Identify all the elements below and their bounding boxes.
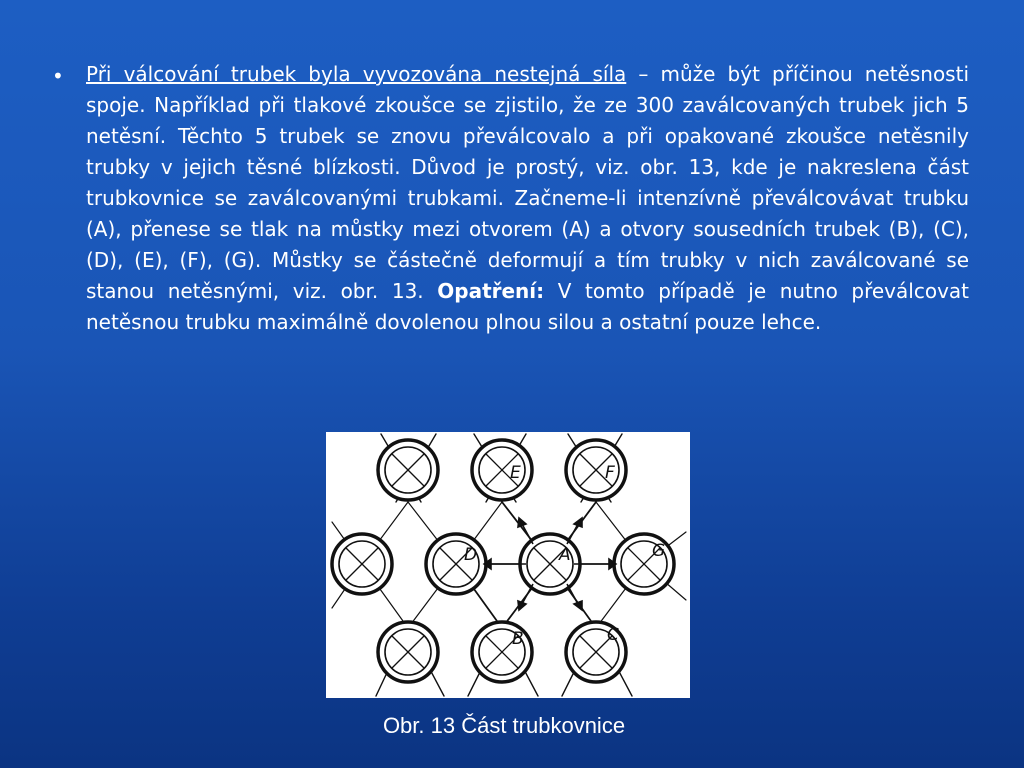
- paragraph-heading: Při válcování trubek byla vyvozována nestejná síla: [86, 62, 627, 86]
- figure-caption: Obr. 13 Část trubkovnice: [382, 713, 626, 738]
- arrow-line: [567, 524, 578, 544]
- arrow-head: [574, 601, 582, 610]
- tube: [378, 622, 438, 682]
- arrow-line: [522, 524, 533, 544]
- tube-label-e: E: [510, 463, 521, 483]
- arrow-head: [574, 518, 582, 527]
- tube-sheet-figure: [326, 432, 690, 698]
- tube-label-c: C: [607, 625, 619, 645]
- tube-label-g: G: [652, 541, 666, 561]
- tube-e: [472, 440, 532, 500]
- tube: [378, 440, 438, 500]
- paragraph-body-2: V tomto případě je nutno převálcovat netěsnou trubku maximálně dovolenou plnou silou a ostatní pouze lehce.: [86, 279, 970, 334]
- measure-label: Opatření:: [437, 279, 545, 303]
- tube-sheet-drawing: [326, 432, 690, 698]
- arrow-head: [518, 518, 526, 527]
- tube: [332, 534, 392, 594]
- arrow-head: [518, 601, 526, 610]
- tube-a: [520, 534, 580, 594]
- paragraph-text: [86, 59, 969, 338]
- arrow-line: [522, 584, 533, 604]
- tube-label-f: F: [605, 463, 615, 483]
- tube-label-d: D: [464, 545, 478, 565]
- paragraph-body-1: – může být příčinou netěsnosti spoje. Například při tlakové zkoušce se zjistilo, že ze 300 zaválcovaných trubek jich 5 netěsní. Těchto 5 trubek se znovu převálcovalo a při opakované zkoušce netěsnily trubky v jejich těsné blízkosti. Důvod je prostý, viz. obr. 13, kde je nakreslena část trubkovnice se zaválcovanými trubkami. Začneme-li intenzívně převálcovávat trubku (A), přenese se tlak na můstky mezi otvorem (A) a otvory sousedních trubek (B), (C), (D), (E), (F), (G). Můstky se částečně deformují a tím trubky v nich zaválcované se stanou netěsnými, viz. obr. 13.: [86, 62, 969, 303]
- tube-label-b: B: [512, 629, 524, 649]
- tube-f: [566, 440, 626, 500]
- bullet-paragraph: [52, 59, 969, 338]
- arrow-line: [567, 584, 578, 604]
- bullet-marker: •: [52, 64, 64, 88]
- tube-label-a: A: [559, 545, 571, 565]
- tube-holes: [332, 440, 674, 682]
